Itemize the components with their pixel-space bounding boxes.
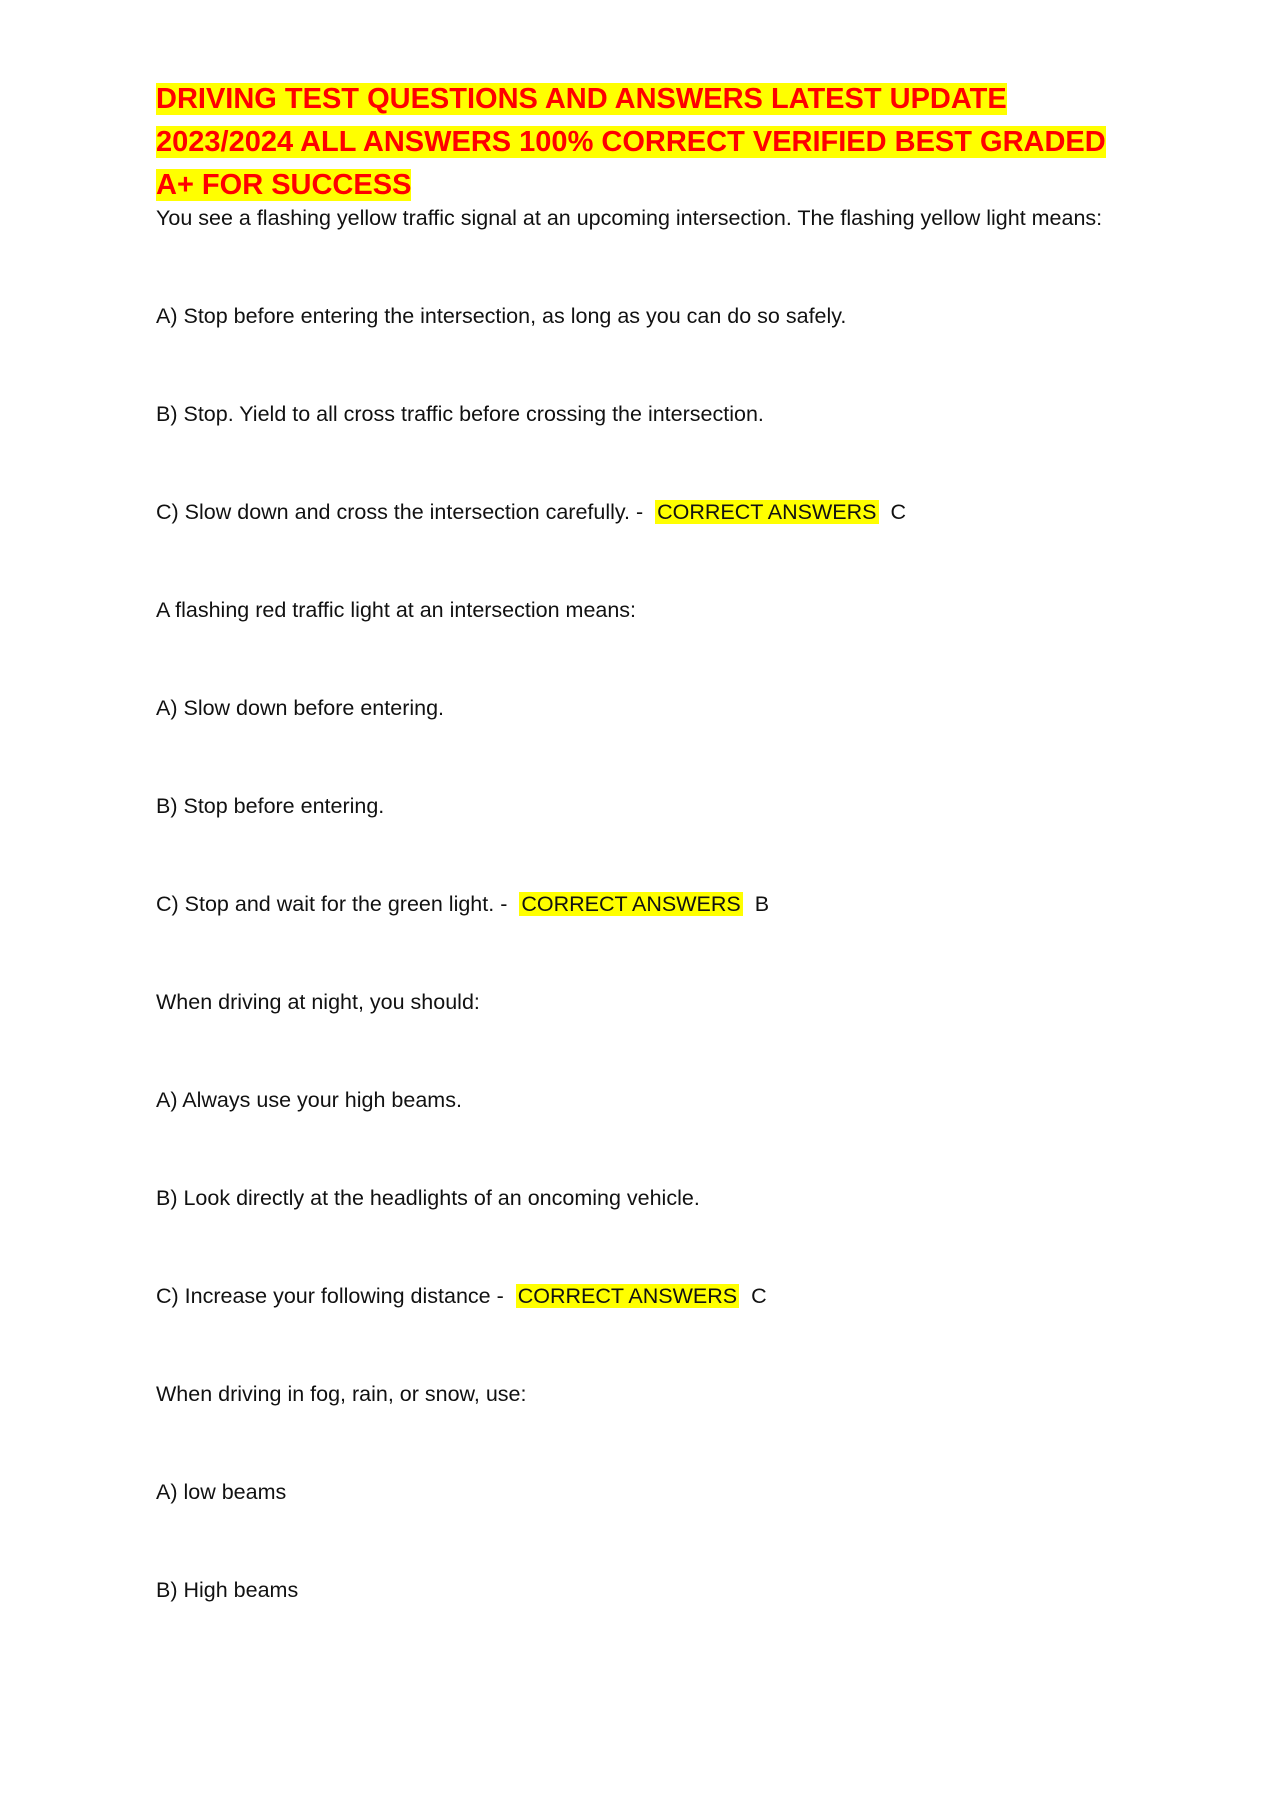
question-1-text: You see a flashing yellow traffic signal at an upcoming intersection. The flashing yellow light means: [156,206,1103,230]
question-4-option-a: A) low beams [156,1480,287,1504]
question-2-option-b: B) Stop before entering. [156,794,385,818]
title-line-2: 2023/2024 ALL ANSWERS 100% CORRECT VERIFIED BEST GRADED [156,126,1106,158]
question-3-option-c [156,1282,767,1310]
question-3-answer: C [751,1284,767,1308]
question-2-option-c [156,890,769,918]
question-1-option-a: A) Stop before entering the intersection, as long as you can do so safely. [156,304,847,328]
question-3-text: When driving at night, you should: [156,990,480,1014]
question-2-text: A flashing red traffic light at an intersection means: [156,598,637,622]
correct-answers-label: CORRECT ANSWERS [657,500,877,524]
correct-answers-label: CORRECT ANSWERS [521,892,741,916]
question-1-option-b: B) Stop. Yield to all cross traffic before crossing the intersection. [156,402,764,426]
question-3-option-b: B) Look directly at the headlights of an oncoming vehicle. [156,1186,700,1210]
question-4-option-b: B) High beams [156,1578,299,1602]
question-1-option-c-text: C) Slow down and cross the intersection carefully. - [156,500,644,524]
question-3-option-a: A) Always use your high beams. [156,1088,462,1112]
question-2-answer: B [754,892,770,916]
question-1-option-c [156,498,906,526]
document-title [156,78,1156,207]
title-line-1: DRIVING TEST QUESTIONS AND ANSWERS LATEST UPDATE [156,83,1007,115]
question-4-text: When driving in fog, rain, or snow, use: [156,1382,527,1406]
question-3-option-c-text: C) Increase your following distance - [156,1284,504,1308]
correct-answers-label: CORRECT ANSWERS [517,1284,738,1308]
title-line-3: A+ FOR SUCCESS [156,169,412,201]
question-1-answer: C [890,500,907,524]
question-2-option-a: A) Slow down before entering. [156,696,445,720]
question-2-option-c-text: C) Stop and wait for the green light. - [156,892,508,916]
